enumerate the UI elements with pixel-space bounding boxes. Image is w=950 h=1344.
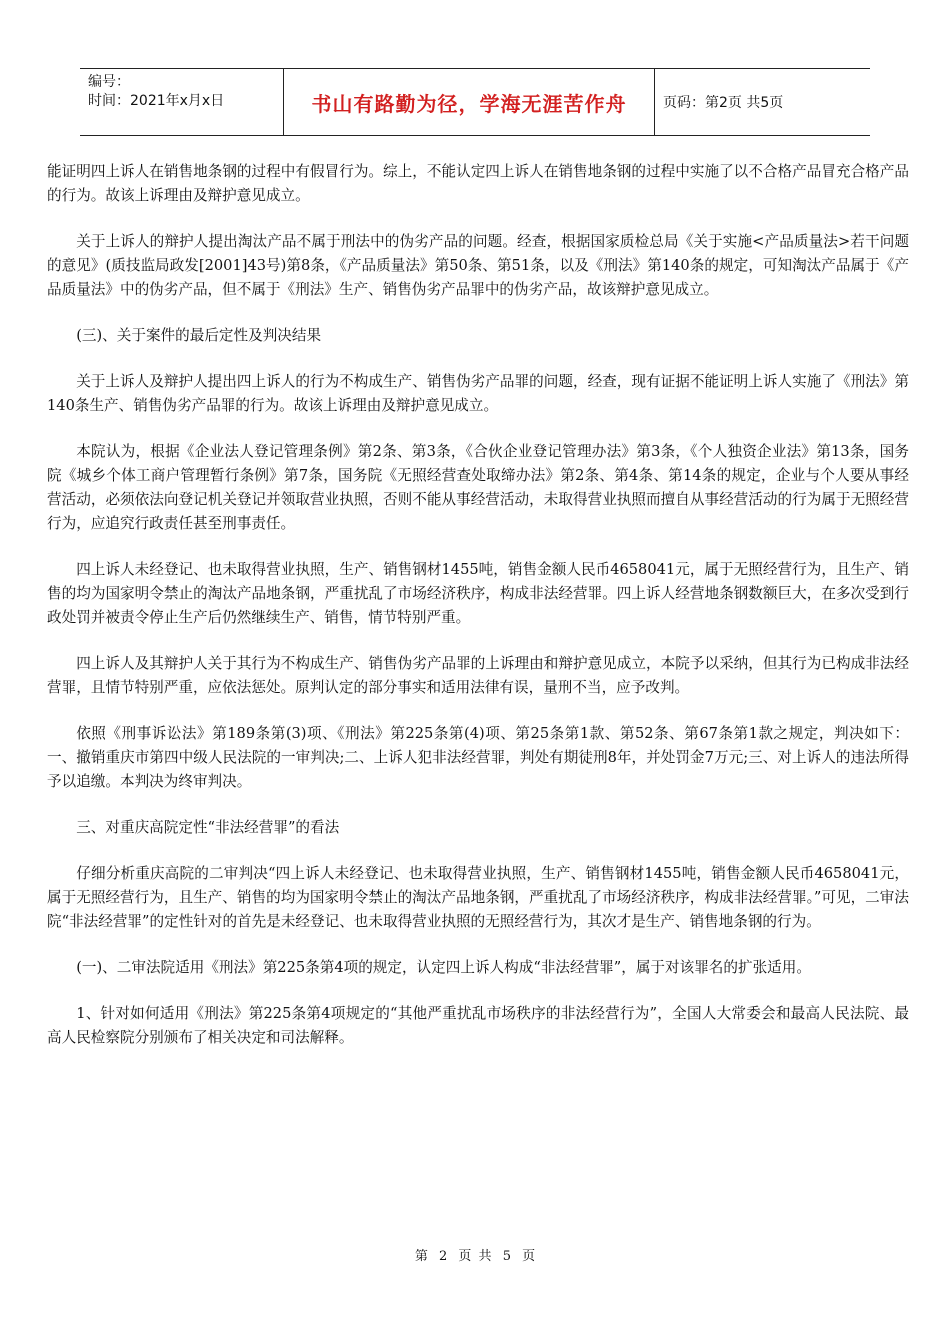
paragraph: 本院认为，根据《企业法人登记管理条例》第2条、第3条，《合伙企业登记管理办法》第3条，《个人独资企业法》第13条，国务院《城乡个体工商户管理暂行条例》第7条，国务院《无照经营查处取缔办法》第2条、第4条、第14条的规定，企业与个人要从事经营活动，必须依法向登记机关登记并领取营业执照，否则不能从事经营活动，未取得营业执照而擅自从事经营活动的行为属于无照经营行为，应追究行政责任甚至刑事责任。 bbox=[47, 443, 909, 532]
document-time-label: 时间：2021年x月x日 bbox=[88, 93, 225, 109]
paragraph: 依照《刑事诉讼法》第189条第(3)项、《刑法》第225条第(4)项、第25条第1款、第52条、第67条第1款之规定，判决如下：一、撤销重庆市第四中级人民法院的一审判决;二、上诉人犯非法经营罪，判处有期徒刑8年，并处罚金7万元;三、对上诉人的违法所得予以追缴。本判决为终审判决。 bbox=[47, 725, 909, 790]
page-footer bbox=[0, 1245, 950, 1264]
footer-page-mid: 页 共 bbox=[458, 1249, 492, 1264]
paragraph: 能证明四上诉人在销售地条钢的过程中有假冒行为。综上，不能认定四上诉人在销售地条钢的过程中实施了以不合格产品冒充合格产品的行为。故该上诉理由及辩护意见成立。 bbox=[47, 163, 909, 204]
paragraph: 四上诉人及其辩护人关于其行为不构成生产、销售伪劣产品罪的上诉理由和辩护意见成立，本院予以采纳，但其行为已构成非法经营罪，且情节特别严重，应依法惩处。原判认定的部分事实和适用法律有误，量刑不当，应予改判。 bbox=[47, 655, 909, 696]
section-heading: 三、对重庆高院定性“非法经营罪”的看法 bbox=[76, 819, 340, 836]
document-number-label: 编号： bbox=[88, 74, 130, 90]
footer-page-total: 5 bbox=[502, 1249, 511, 1264]
paragraph: 关于上诉人及辩护人提出四上诉人的行为不构成生产、销售伪劣产品罪的问题，经查，现有证据不能证明上诉人实施了《刑法》第140条生产、销售伪劣产品罪的行为。故该上诉理由及辩护意见成立。 bbox=[47, 373, 909, 414]
paragraph: 仔细分析重庆高院的二审判决“四上诉人未经登记、也未取得营业执照，生产、销售钢材1455吨，销售金额人民币4658041元，属于无照经营行为，且生产、销售的均为国家明令禁止的淘汰产品地条钢，严重扰乱了市场经济秩序，构成非法经营罪。”可见，二审法院“非法经营罪”的定性针对的首先是未经登记、也未取得营业执照的无照经营行为，其次才是生产、销售地条钢的行为。 bbox=[47, 865, 909, 930]
section-heading: (三)、关于案件的最后定性及判决结果 bbox=[76, 327, 322, 344]
header-motto: 书山有路勤为径，学海无涯苦作舟 bbox=[283, 69, 655, 135]
paragraph: 1、针对如何适用《刑法》第225条第4项规定的“其他严重扰乱市场秩序的非法经营行为”，全国人大常委会和最高人民法院、最高人民检察院分别颁布了相关决定和司法解释。 bbox=[47, 1005, 909, 1046]
footer-page-current: 2 bbox=[439, 1249, 448, 1264]
header-page-info: 页码：第2页 共5页 bbox=[663, 95, 784, 111]
footer-page-label: 第 bbox=[414, 1249, 428, 1264]
paragraph: 关于上诉人的辩护人提出淘汰产品不属于刑法中的伪劣产品的问题。经查，根据国家质检总局《关于实施<产品质量法>若干问题的意见》(质技监局政发[2001]43号)第8条，《产品质量法》第50条、第51条，以及《刑法》第140条的规定，可知淘汰产品属于《产品质量法》中的伪劣产品，但不属于《刑法》生产、销售伪劣产品罪中的伪劣产品，故该辩护意见成立。 bbox=[47, 233, 909, 298]
page-header bbox=[80, 68, 870, 136]
paragraph: 四上诉人未经登记、也未取得营业执照，生产、销售钢材1455吨，销售金额人民币4658041元，属于无照经营行为，且生产、销售的均为国家明令禁止的淘汰产品地条钢，严重扰乱了市场经济秩序，构成非法经营罪。四上诉人经营地条钢数额巨大，在多次受到行政处罚并被责令停止生产后仍然继续生产、销售，情节特别严重。 bbox=[47, 561, 909, 626]
footer-page-end: 页 bbox=[522, 1249, 536, 1264]
document-body bbox=[47, 160, 909, 1072]
paragraph: (一)、二审法院适用《刑法》第225条第4项的规定，认定四上诉人构成“非法经营罪”，属于对该罪名的扩张适用。 bbox=[76, 959, 811, 976]
header-meta bbox=[80, 69, 283, 135]
